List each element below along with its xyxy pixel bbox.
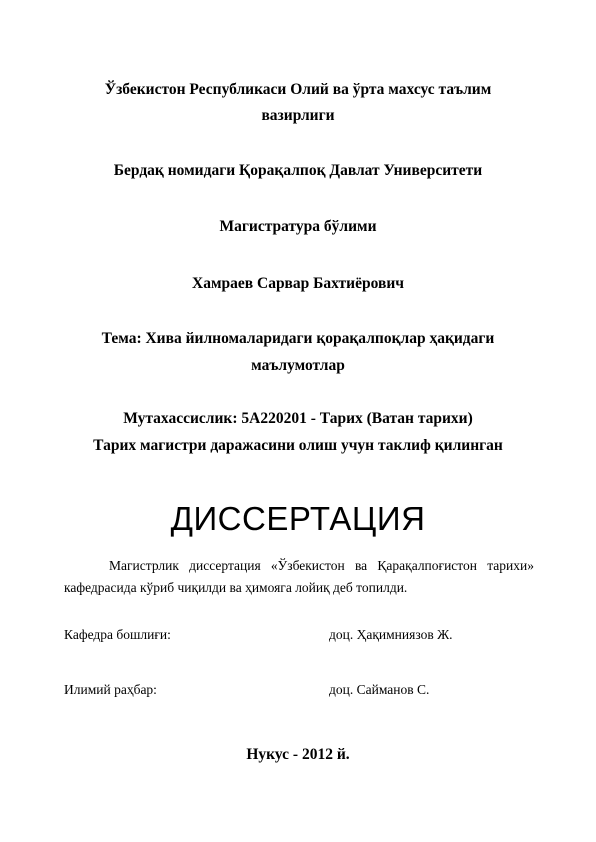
signatory-role: Илимий раҳбар: xyxy=(64,682,157,697)
signatory-role: Кафедра бошлиғи: xyxy=(64,627,171,642)
signatory-row xyxy=(64,626,453,644)
specialty-line-2: Тарих магистри даражасини олиш учун таклиф қилинган xyxy=(93,437,503,454)
approval-paragraph xyxy=(64,555,534,599)
approval-line-1: Магистрлик диссертация «Ўзбекистон ва Қарақалпоғистон тарихи» xyxy=(109,558,534,573)
signatory-name: доц. Ҳақимниязов Ж. xyxy=(329,627,453,642)
topic-line-2: маълумотлар xyxy=(251,357,345,374)
signatory-name: доц. Сайманов С. xyxy=(329,682,430,697)
university-name: Бердақ номидаги Қорақалпоқ Давлат Университети xyxy=(113,162,483,179)
author-name: Хамраев Сарвар Бахтиёрович xyxy=(192,275,404,292)
signatory-row xyxy=(64,681,430,699)
document-type-title: ДИССЕРТАЦИЯ xyxy=(170,500,426,537)
specialty-line-1: Мутахассислик: 5A220201 - Тарих (Ватан тарихи) xyxy=(123,410,473,427)
place-year: Нукус - 2012 й. xyxy=(246,746,350,763)
ministry-line-2: вазирлиги xyxy=(261,107,335,124)
ministry-line-1: Ўзбекистон Республикаси Олий ва ўрта махсус таълим xyxy=(104,81,492,98)
topic-line-1: Тема: Хива йилномаларидаги қорақалпоқлар ҳақидаги xyxy=(101,330,495,347)
approval-line-2: кафедрасида кўриб чиқилди ва ҳимояга лойиқ деб топилди. xyxy=(64,580,408,595)
department-name: Магистратура бўлими xyxy=(219,218,377,235)
